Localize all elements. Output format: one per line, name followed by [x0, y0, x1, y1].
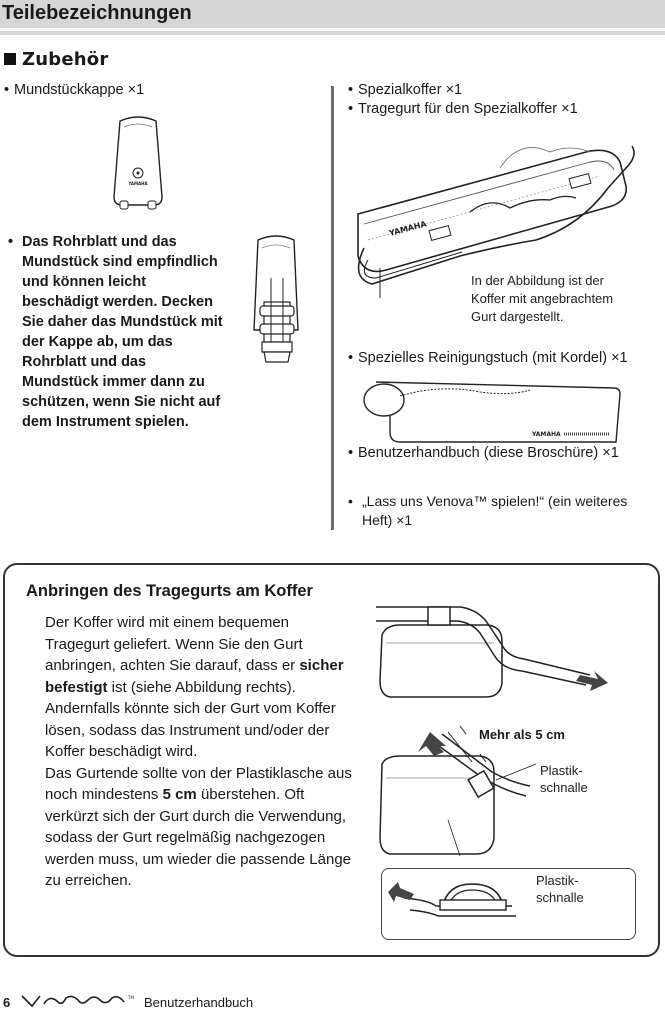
list-item-text: „Lass uns Venova™ spielen!“ (ein weiteres Heft) ×1	[362, 493, 628, 528]
venova-logo	[20, 992, 140, 1010]
box-title: Anbringen des Tragegurts am Koffer	[26, 582, 313, 600]
mouthpiece-note-text: Das Rohrblatt und das Mundstück sind empfindlich und können leicht beschädigt werden. Decken Sie daher das Mundstück mit der Kappe ab, um das Rohrblatt und das Mundstück immer dann zu schützen, wenn Sie nicht auf dem Instrument spielen.	[22, 234, 223, 430]
header-rule	[0, 31, 665, 35]
list-item-text: Benutzerhandbuch (diese Broschüre) ×1	[358, 445, 619, 461]
mouthpiece-cap-illustration	[108, 115, 168, 211]
column-divider	[331, 86, 334, 530]
page-number: 6	[3, 995, 11, 1010]
trademark-label: TM	[128, 995, 134, 1000]
label-buckle-2: Plastik- schnalle	[536, 873, 584, 905]
mouthpiece-note: • Das Rohrblatt und das Mundstück sind empfindlich und können leicht beschädigt werden. Decken Sie daher das Mundstück mit der Kappe ab, um das Rohrblatt und das Mundstück immer dann zu schützen, wenn Sie nicht auf dem Instrument spielen.	[8, 234, 223, 430]
case-caption: In der Abbildung ist der Koffer mit angebrachtem Gurt dargestellt.	[471, 273, 614, 324]
label-buckle-1: Plastik- schnalle	[540, 763, 588, 795]
list-item-text: Spezialkoffer ×1	[358, 82, 463, 98]
strap-attach-illustration	[376, 585, 616, 705]
buckle-detail-illustration	[384, 872, 534, 936]
case-brand-label: YAMAHA	[388, 219, 428, 238]
list-item-text: Tragegurt für den Spezialkoffer ×1	[358, 101, 578, 117]
footer-text: Benutzerhandbuch	[144, 995, 254, 1010]
mouthpiece-with-cap-illustration	[244, 234, 310, 370]
page-title: Teilebezeichnungen	[2, 2, 192, 24]
cap-brand-label: YAMAHA	[128, 181, 148, 186]
list-item-text: Mundstückkappe ×1	[14, 82, 145, 98]
list-item-cleaning-cloth: • Spezielles Reinigungstuch (mit Kordel) ×1	[348, 350, 628, 366]
list-item-case: • Spezialkoffer ×1	[348, 82, 463, 98]
section-title	[4, 49, 108, 70]
cleaning-cloth-illustration	[360, 376, 630, 448]
section-title-text: Zubehör	[22, 49, 109, 70]
label-length: Mehr als 5 cm	[479, 727, 565, 742]
cloth-brand-label: YAMAHA	[532, 431, 561, 438]
box-text-bold-1: sicher befestigt	[45, 657, 344, 696]
square-bullet-icon	[4, 53, 16, 65]
list-item-text: Spezielles Reinigungstuch (mit Kordel) ×1	[358, 350, 628, 366]
box-text: Der Koffer wird mit einem bequemen Tragegurt geliefert. Wenn Sie den Gurt anbringen, achten Sie darauf, dass er sicher befestigt ist (siehe Abbildung rechts). Andernfalls könnte sich der Gurt vom Koffer lösen, sodass das Instrument und/oder der Koffer beschädigt wird. Das Gurtende sollte von der Plastiklasche aus noch mindestens 5 cm überstehen. Oft verkürzt sich der Gurt durch die Verwendung, sodass der Gurt regelmäßig nachgezogen werden muss, um wieder die passende Länge zu erreichen.	[45, 614, 352, 889]
list-item-strap: • Tragegurt für den Spezialkoffer ×1	[348, 101, 578, 117]
box-text-bold-2: 5 cm	[162, 786, 197, 803]
list-item-manual: • Benutzerhandbuch (diese Broschüre) ×1	[348, 445, 619, 461]
list-item-booklet: • „Lass uns Venova™ spielen!“ (ein weiteres Heft) ×1	[348, 492, 654, 530]
list-item-mouthpiece-cap: • Mundstückkappe ×1	[4, 82, 145, 98]
